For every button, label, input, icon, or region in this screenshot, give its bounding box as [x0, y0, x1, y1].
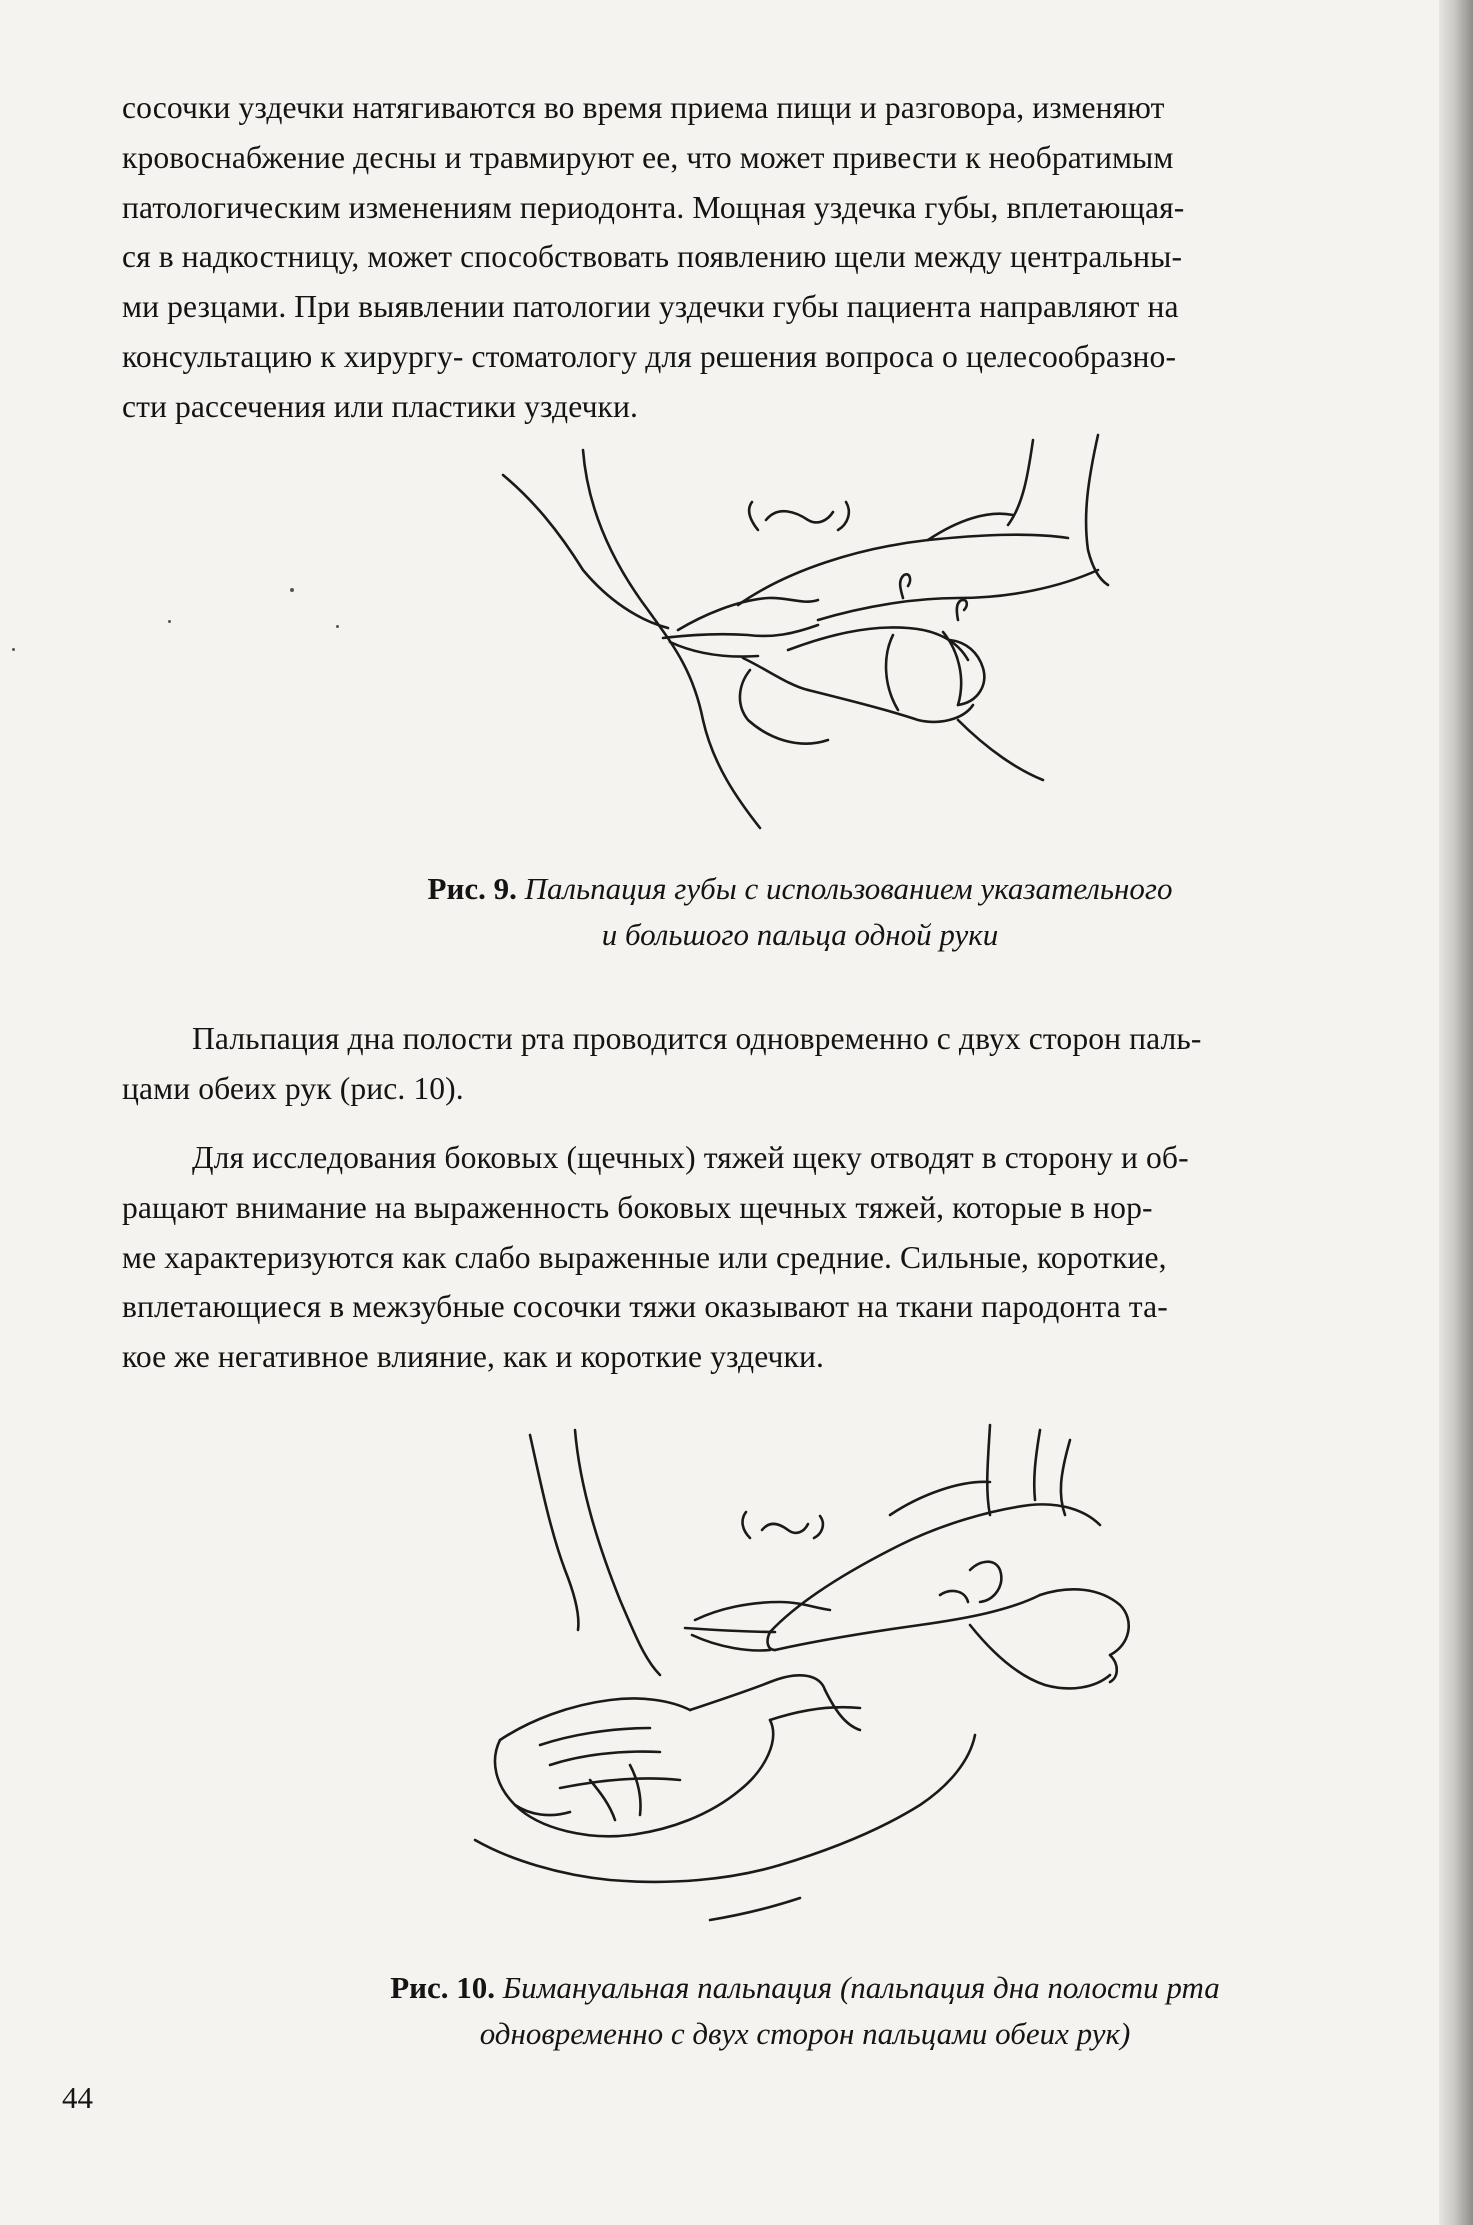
- text-line: кровоснабжение десны и травмируют ее, что может привести к необратимым: [122, 139, 1174, 175]
- text-line: кое же негативное влияние, как и короткие уздечки.: [122, 1339, 824, 1375]
- scan-speck: [168, 620, 171, 623]
- figure-number: Рис. 9.: [427, 871, 517, 906]
- text-line: сосочки уздечки натягиваются во время приема пищи и разговора, изменяют: [122, 90, 1165, 125]
- text-line: патологическим изменениям периодонта. Мощная уздечка губы, вплетающая-: [122, 189, 1185, 225]
- caption-text: и большого пальца одной руки: [601, 917, 999, 952]
- text-line: ся в надкостницу, может способствовать появлению щели между центральны-: [122, 239, 1183, 275]
- paragraph-floor-of-mouth: [122, 1014, 1440, 1114]
- text-line: вплетающиеся в межзубные сосочки тяжи оказывают на ткани пародонта та-: [122, 1289, 1168, 1325]
- caption-text: Бимануальная пальпация (пальпация дна полости рта: [502, 1970, 1220, 2005]
- figure-10-caption: [230, 1965, 1380, 2057]
- page-edge-shadow: [1439, 0, 1473, 2225]
- text-line: цами обеих рук (рис. 10).: [122, 1070, 464, 1106]
- figure-9-lip-palpation-drawing: [488, 420, 1158, 835]
- text-line: сти рассечения или пластики уздечки.: [122, 388, 639, 424]
- paragraph-frenulum: [122, 83, 1440, 432]
- text-line: ме характеризуются как слабо выраженные или средние. Сильные, короткие,: [122, 1239, 1167, 1275]
- scan-speck: [336, 625, 339, 628]
- figure-10-bimanual-palpation-drawing: [470, 1420, 1170, 1930]
- caption-text: Пальпация губы с использованием указательного: [524, 871, 1173, 906]
- text-line: консультацию к хирургу- стоматологу для решения вопроса о целесообразно-: [122, 338, 1177, 374]
- scan-speck: [12, 648, 15, 651]
- caption-text: одновременно с двух сторон пальцами обеих рук): [479, 2016, 1131, 2051]
- text-line: ращают внимание на выраженность боковых щечных тяжей, которые в нор-: [122, 1189, 1153, 1225]
- scan-speck: [290, 588, 294, 592]
- page-number: 44: [62, 2080, 93, 2115]
- text-line: ми резцами. При выявлении патологии уздечки губы пациента направляют на: [122, 289, 1179, 325]
- figure-number: Рис. 10.: [390, 1970, 496, 2005]
- paragraph-buccal-strands: [122, 1133, 1440, 1382]
- text-line: Для исследования боковых (щечных) тяжей щеку отводят в сторону и об-: [192, 1140, 1189, 1175]
- text-line: Пальпация дна полости рта проводится одновременно с двух сторон паль-: [192, 1021, 1202, 1056]
- figure-9-caption: [300, 866, 1300, 958]
